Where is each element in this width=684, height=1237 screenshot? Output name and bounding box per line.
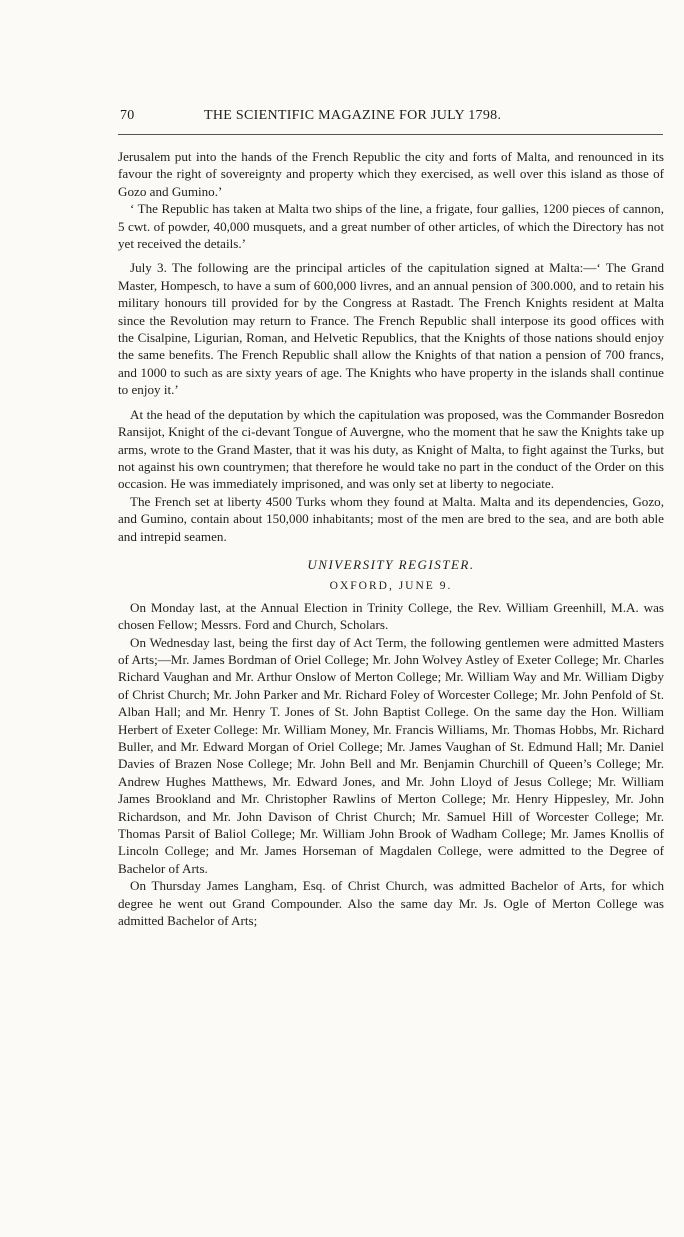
article-body [118, 148, 664, 929]
paragraph-malta-cession: Jerusalem put into the hands of the French Republic the city and forts of Malta, and renounced in its favour the right of sovereignty and property which they exercised, as well over this island as those of Gozo and Gumino.’ [118, 149, 664, 199]
paragraph-masters-of-arts: On Wednesday last, being the first day of Act Term, the following gentlemen were admitted Masters of Arts;—Mr. James Bordman of Oriel College; Mr. John Wolvey Astley of Exeter College; Mr. Charles Richard Vaughan and Mr. Arthur Onslow of Merton College; Mr. William Way and Mr. William Digby of Christ Church; Mr. John Parker and Mr. Richard Foley of Worcester College; Mr. John Penfold of St. Alban Hall; and Mr. Henry T. Jones of St. John Baptist College. On the same day the Hon. William Herbert of Exeter College: Mr. William Money, Mr. Francis Williams, Mr. Thomas Hobbs, Mr. Richard Buller, and Mr. Edward Morgan of Oriel College; Mr. James Vaughan of St. Edmund Hall; Mr. Daniel Davies of Brazen Nose College; Mr. John Bell and Mr. Benjamin Churchill of Queen’s College; Mr. Andrew Hughes Matthews, Mr. Edward Jones, and Mr. John Lloyd of Jesus College; Mr. William James Brookland and Mr. Christopher Rawlins of Merton College; Mr. Henry Hippesley, Mr. John Richardson, and Mr. John Davison of Christ Church; Mr. Samuel Hill of Worcester College; Mr. Thomas Parsit of Baliol College; Mr. William John Brook of Wadham College; Mr. James Knollis of Lincoln College; and Mr. James Horseman of Magdalen College, were admitted to the Degree of Bachelor of Arts. [118, 634, 664, 876]
paragraph-bachelor-admissions: On Thursday James Langham, Esq. of Christ Church, was admitted Bachelor of Arts, for which degree he went out Grand Compounder. Also the same day Mr. Js. Ogle of Merton College was admitted Bachelor of Arts; [118, 878, 664, 929]
running-title: THE SCIENTIFIC MAGAZINE FOR JULY 1798. [204, 108, 502, 123]
paragraph-trinity-election: On Monday last, at the Annual Election in Trinity College, the Rev. William Greenhill, M.A. was chosen Fellow; Messrs. Ford and Church, Scholars. [118, 599, 664, 633]
paragraph-deputation: At the head of the deputation by which the capitulation was proposed, was the Commander Bosredon Ransijot, Knight of the ci-devant Tongue of Auvergne, who the moment that he saw the Knights take up arms, wrote to the Grand Master, that it was his duty, as Knight of Malta, to fight against the Turks, but not against his own countrymen; that therefore he would take no part in the conduct of the Order on this occasion. He was immediately imprisoned, and was only set at liberty to negociate. [118, 406, 664, 492]
dateline: OXFORD, JUNE 9. [329, 580, 453, 593]
paragraph-malta-spoils: ‘ The Republic has taken at Malta two ships of the line, a frigate, four gallies, 1200 pieces of cannon, 5 cwt. of powder, 40,000 musquets, and a great number of other articles, of which the Directory has not yet received the details.’ [118, 201, 664, 252]
header-rule [118, 134, 663, 135]
paragraph-capitulation: July 3. The following are the principal articles of the capitulation signed at Malta:—‘ The Grand Master, Hompesch, to have a sum of 600,000 livres, and an annual pension of 300.000, and to retain his military honours till provided for by the Congress at Rastadt. The French Knights resident at Malta since the Revolution may return to France. The French Republic shall interpose its good offices with the Cisalpine, Ligurian, Roman, and Helvetic Republics, that the Knights of those nations should enjoy the same benefits. The French Republic shall allow the Knights of that nation a pension of 700 francs, and 1000 to such as are sixty years of age. The Knights who have property in the islands shall continue to enjoy it.’ [118, 260, 664, 398]
paragraph-turks-released: The French set at liberty 4500 Turks whom they found at Malta. Malta and its dependencies, Gozo, and Gumino, contain about 150,000 inhabitants; most of the men are bred to the sea, and are both able and intrepid seamen. [118, 493, 664, 544]
page-number: 70 [120, 108, 135, 123]
section-title: UNIVERSITY REGISTER. [307, 556, 475, 572]
